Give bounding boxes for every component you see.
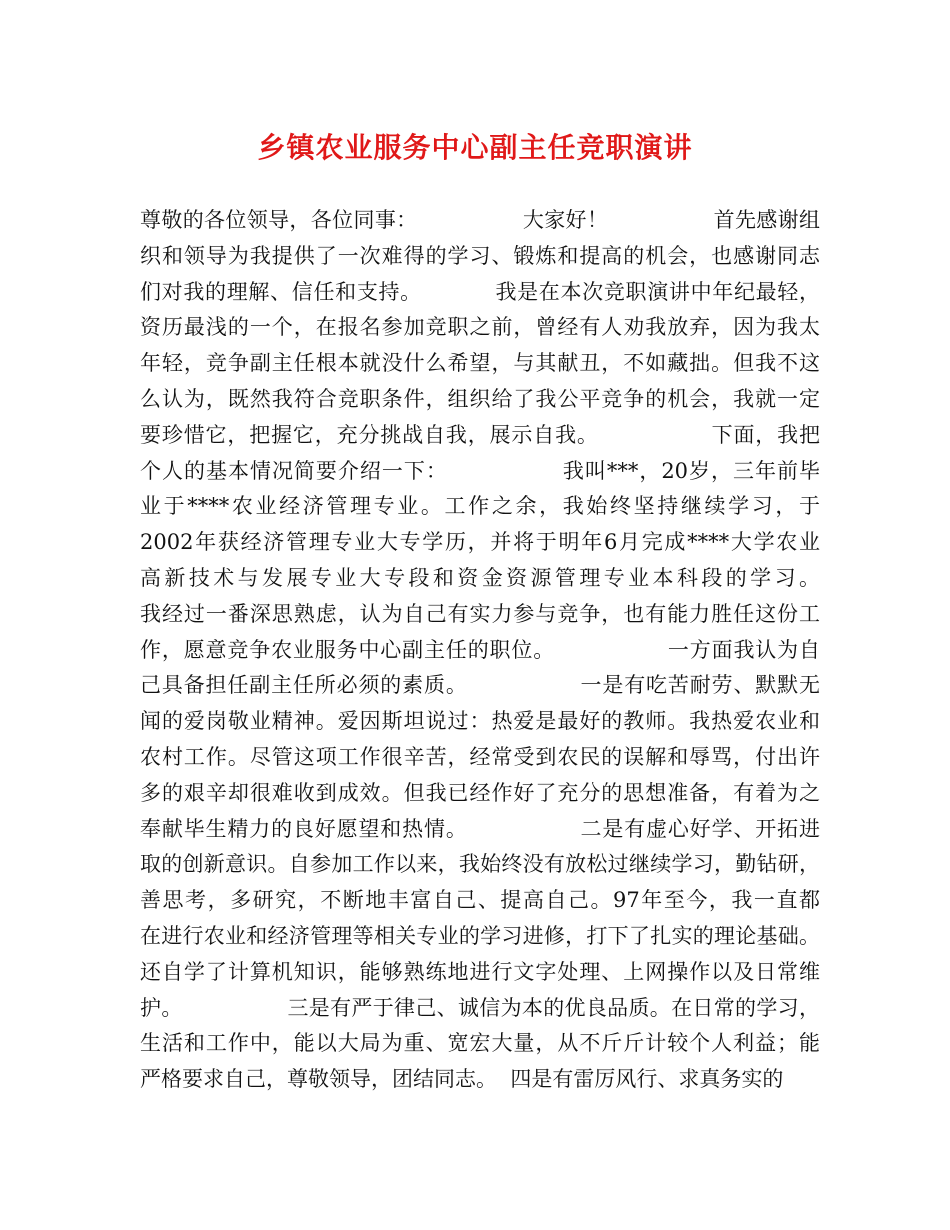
body-line-22: 还自学了计算机知识，能够熟练地进行文字处理、上网操作以及日常维 — [140, 959, 820, 984]
body-line-2: 织和领导为我提供了一次难得的学习、锻炼和提高的机会，也感谢同志 — [140, 243, 820, 268]
body-line-17: 多的艰辛却很难收到成效。但我已经作好了充分的思想准备，有着为之 — [140, 780, 820, 805]
body-line-5: 年轻，竞争副主任根本就没什么希望，与其献丑，不如藏拙。但我不这 — [140, 351, 820, 376]
body-line-6: 么认为，既然我符合竞职条件，组织给了我公平竞争的机会，我就一定 — [140, 386, 820, 411]
document-title: 乡镇农业服务中心副主任竞职演讲 — [257, 131, 693, 164]
body-line-10: 2002年获经济管理专业大专学历，并将于明年6月完成****大学农业 — [140, 530, 820, 555]
body-line-8: 个人的基本情况简要介绍一下： 我叫***，20岁，三年前毕 — [140, 458, 820, 483]
body-line-13: 作，愿意竞争农业服务中心副主任的职位。 一方面我认为自 — [140, 637, 820, 662]
body-line-20: 善思考，多研究，不断地丰富自己、提高自己。97年至今，我一直都 — [140, 888, 820, 913]
document-body — [140, 203, 820, 1098]
body-line-9: 业于****农业经济管理专业。工作之余，我始终坚持继续学习，于 — [140, 494, 820, 519]
body-line-1: 尊敬的各位领导，各位同事： 大家好！ 首先感谢组 — [140, 208, 820, 232]
body-line-23: 护。 三是有严于律己、诚信为本的优良品质。在日常的学习， — [140, 995, 820, 1020]
body-line-3: 们对我的理解、信任和支持。 我是在本次竞职演讲中年纪最轻， — [140, 279, 820, 304]
body-line-21: 在进行农业和经济管理等相关专业的学习进修，打下了扎实的理论基础。 — [140, 923, 820, 948]
body-line-12: 我经过一番深思熟虑，认为自己有实力参与竞争，也有能力胜任这份工 — [140, 601, 820, 626]
body-line-24: 生活和工作中，能以大局为重、宽宏大量，从不斤斤计较个人利益；能 — [140, 1031, 820, 1056]
body-line-15: 闻的爱岗敬业精神。爱因斯坦说过：热爱是最好的教师。我热爱农业和 — [140, 709, 820, 734]
body-line-7: 要珍惜它，把握它，充分挑战自我，展示自我。 下面，我把 — [140, 422, 820, 447]
body-line-14: 己具备担任副主任所必须的素质。 一是有吃苦耐劳、默默无 — [140, 673, 820, 698]
body-line-11: 高新技术与发展专业大专段和资金资源管理专业本科段的学习。 — [140, 565, 820, 590]
body-line-25: 严格要求自己，尊敬领导，团结同志。 四是有雷厉风行、求真务实的 — [140, 1067, 784, 1092]
body-line-18: 奉献毕生精力的良好愿望和热情。 二是有虚心好学、开拓进 — [140, 816, 820, 841]
body-line-19: 取的创新意识。自参加工作以来，我始终没有放松过继续学习，勤钻研， — [140, 852, 820, 877]
body-line-4: 资历最浅的一个，在报名参加竞职之前，曾经有人劝我放弃，因为我太 — [140, 315, 820, 340]
body-line-16: 农村工作。尽管这项工作很辛苦，经常受到农民的误解和辱骂，付出许 — [140, 744, 820, 769]
